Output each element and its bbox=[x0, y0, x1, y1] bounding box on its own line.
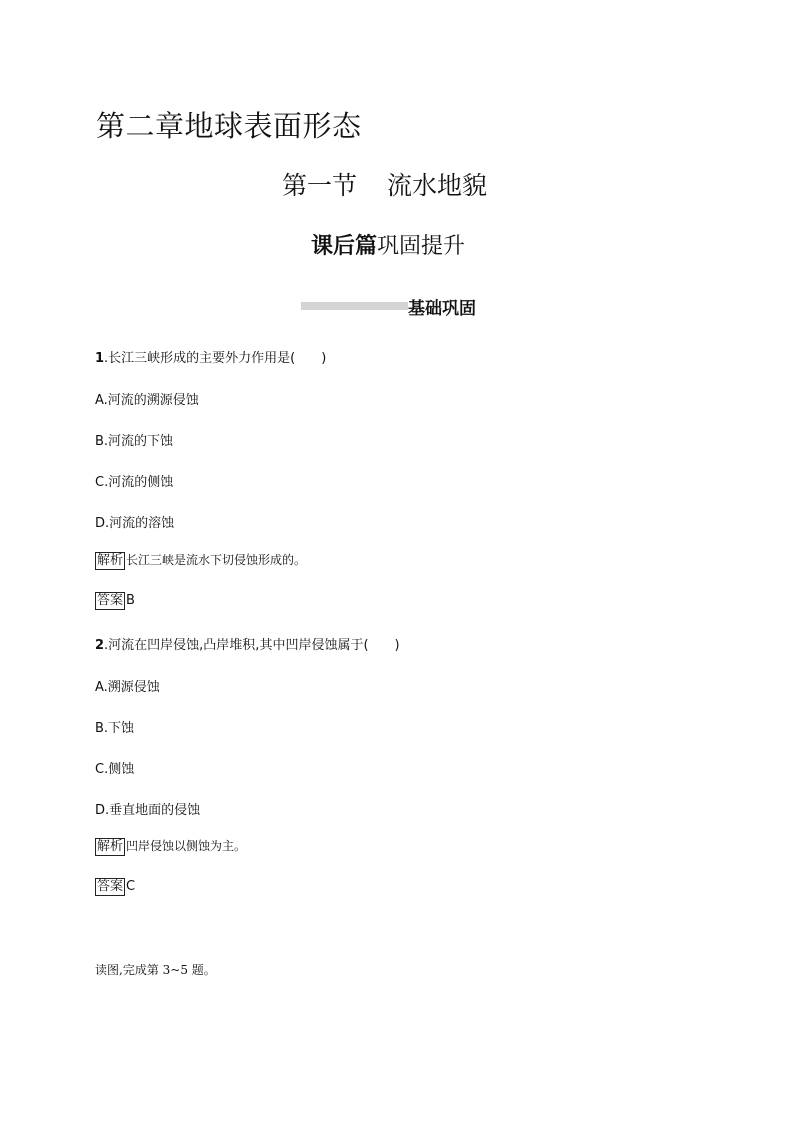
question-1-number: 1 bbox=[95, 351, 105, 366]
question-1-option-b: B.河流的下蚀 bbox=[95, 434, 174, 449]
answer-tag: 答案 bbox=[97, 593, 124, 608]
question-1-option-d: D.河流的溶蚀 bbox=[95, 516, 175, 531]
section-number: 第一节 bbox=[282, 171, 358, 200]
subtitle bbox=[311, 229, 465, 260]
chapter-title: 第二章地球表面形态 bbox=[96, 109, 362, 143]
question-2-analysis bbox=[95, 837, 246, 856]
analysis-text: 长江三峡是流水下切侵蚀形成的。 bbox=[126, 553, 307, 567]
header-bar bbox=[301, 302, 408, 310]
answer-tag: 答案 bbox=[97, 879, 124, 894]
question-2-option-a: A.溯源侵蚀 bbox=[95, 680, 160, 695]
question-2-text: .河流在凹岸侵蚀,凸岸堆积,其中凹岸侵蚀属于( ) bbox=[104, 638, 400, 653]
question-2-answer bbox=[95, 878, 135, 896]
subtitle-rest: 巩固提升 bbox=[377, 234, 466, 259]
section-title bbox=[282, 166, 487, 202]
question-2-option-b: B.下蚀 bbox=[95, 721, 135, 736]
block-title: 基础巩固 bbox=[408, 299, 476, 319]
section-name: 流水地貌 bbox=[387, 171, 488, 200]
question-2-option-c: C.侧蚀 bbox=[95, 762, 135, 777]
answer-text: B bbox=[126, 593, 135, 608]
analysis-text: 凹岸侵蚀以侧蚀为主。 bbox=[126, 839, 247, 853]
question-1-text: .长江三峡形成的主要外力作用是( ) bbox=[104, 351, 327, 366]
analysis-tag: 解析 bbox=[97, 553, 124, 568]
question-1-answer bbox=[95, 592, 135, 610]
question-2-number: 2 bbox=[95, 638, 105, 653]
answer-text: C bbox=[126, 879, 136, 894]
question-1-analysis bbox=[95, 551, 306, 570]
question-2-stem bbox=[95, 634, 400, 653]
question-1-option-a: A.河流的溯源侵蚀 bbox=[95, 393, 199, 408]
reading-note: 读图,完成第 3~5 题。 bbox=[95, 963, 216, 977]
question-2-option-d: D.垂直地面的侵蚀 bbox=[95, 803, 201, 818]
analysis-tag: 解析 bbox=[97, 839, 124, 854]
subtitle-bold: 课后篇 bbox=[311, 234, 378, 259]
question-1-option-c: C.河流的侧蚀 bbox=[95, 475, 174, 490]
question-1-stem bbox=[95, 347, 326, 366]
